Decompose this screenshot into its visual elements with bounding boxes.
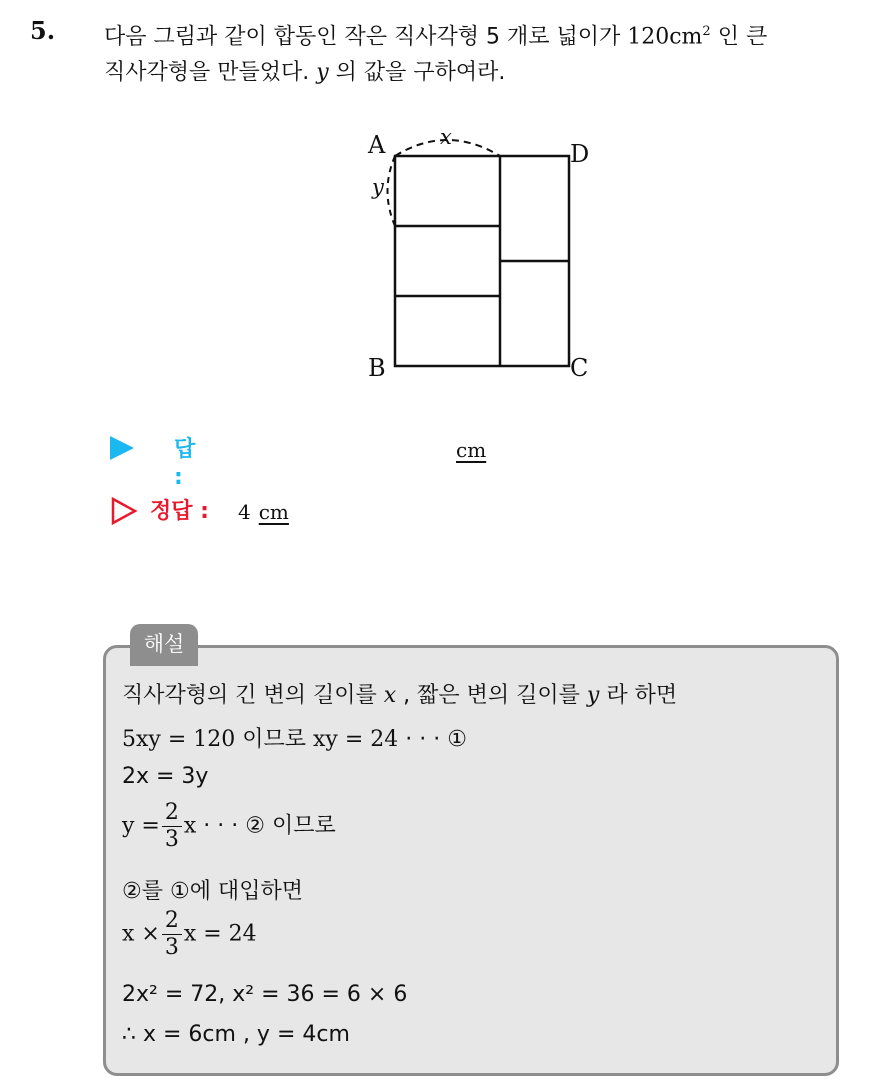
solution-text: , 짧은 변의 길이를 — [396, 683, 587, 708]
area-exponent: 2 — [702, 24, 711, 39]
fraction — [162, 800, 182, 853]
solution-line-7: 2x² = 72, x² = 36 = 6 × 6 — [122, 982, 408, 1007]
answer-unit: cm — [456, 438, 487, 462]
solution-line-1 — [122, 678, 677, 709]
solution-var-y: y — [586, 683, 600, 708]
solution-line-6 — [122, 908, 257, 961]
question-line1-end: 인 큰 — [710, 24, 768, 50]
solution-equation: 5xy = 120 — [122, 727, 236, 752]
answer-label: 답 : — [174, 437, 196, 490]
solution-equation: x × — [122, 921, 160, 947]
label-x: x — [440, 125, 452, 149]
solution-line-4 — [122, 800, 336, 853]
solution-equation: x — [183, 813, 197, 839]
question-variable: y — [316, 60, 329, 86]
solution-line-2 — [122, 722, 467, 753]
fraction-numerator: 2 — [162, 800, 182, 827]
correct-answer-value — [238, 500, 289, 524]
solution-equation: xy = 24 — [313, 727, 399, 752]
fraction-numerator: 2 — [162, 908, 182, 935]
solution-var-x: x — [383, 683, 397, 708]
label-d: D — [570, 140, 590, 168]
solution-text: · · · ② 이므로 — [196, 813, 336, 839]
play-arrow-icon — [110, 436, 134, 460]
fraction — [162, 908, 182, 961]
question-number: 5. — [30, 16, 56, 45]
correct-answer-label: 정답 : — [150, 499, 209, 524]
solution-text: 직사각형의 긴 변의 길이를 — [122, 683, 384, 708]
answer-row — [110, 436, 487, 490]
label-c: C — [570, 354, 589, 382]
solution-box — [103, 645, 839, 1076]
question-line1: 다음 그림과 같이 합동인 작은 직사각형 5 개로 넓이가 — [104, 24, 628, 50]
outline-arrow-icon — [110, 496, 138, 526]
fraction-denominator: 3 — [164, 935, 179, 960]
solution-line-8: ∴ x = 6cm , y = 4cm — [122, 1022, 350, 1047]
solution-text: · · · ① — [398, 727, 467, 752]
label-y: y — [372, 175, 384, 199]
solution-equation: x = 24 — [183, 921, 257, 947]
question-text — [104, 14, 874, 91]
solution-line-3: 2x = 3y — [122, 764, 209, 789]
rectangle-figure — [340, 118, 630, 398]
fraction-denominator: 3 — [164, 827, 179, 852]
solution-equation: y = — [122, 813, 160, 839]
label-b: B — [368, 354, 386, 382]
question-line2: 직사각형을 만들었다. — [104, 60, 317, 86]
correct-answer-number: 4 — [238, 500, 251, 524]
label-a: A — [368, 131, 386, 159]
correct-answer-unit: cm — [258, 500, 289, 524]
solution-line-5: ②를 ①에 대입하면 — [122, 879, 303, 904]
solution-text: 이므로 — [235, 727, 313, 752]
rectangle-diagram — [340, 118, 630, 398]
solution-tab: 해설 — [130, 624, 198, 666]
area-value: 120cm — [627, 24, 703, 50]
question-line2-end: 의 값을 구하여라. — [328, 60, 506, 86]
solution-text: 라 하면 — [599, 683, 678, 708]
